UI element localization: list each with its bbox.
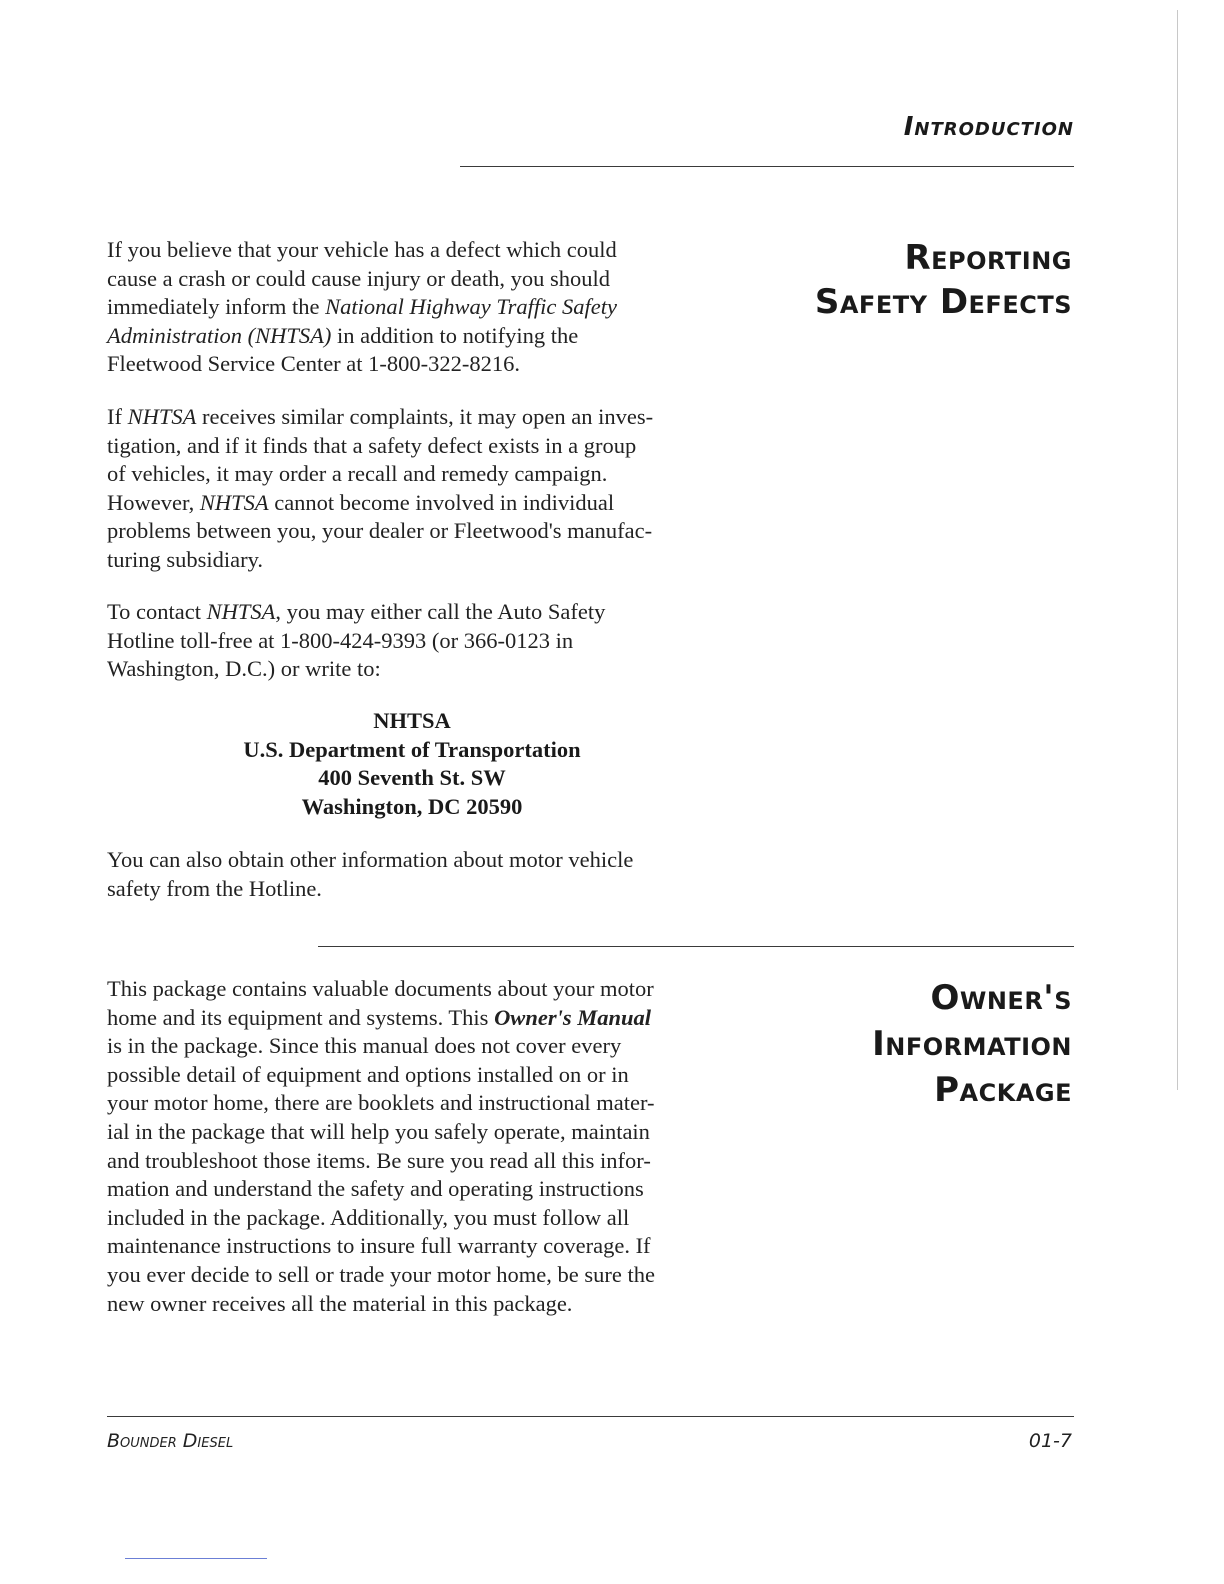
paragraph [107,403,717,575]
scan-edge-line [1177,10,1178,1090]
text-line [107,403,717,432]
scan-artifact-line [125,1558,267,1559]
text-line: problems between you, your dealer or Fleetwood's manufac- [107,518,653,544]
text-line [107,489,717,518]
text-line: tigation, and if it finds that a safety defect exists in a group [107,432,637,458]
text-line: cause a crash or could cause injury or death, you should [107,265,610,291]
address-line: NHTSA [373,708,451,733]
paragraph [107,236,717,379]
text-run: in addition to notifying the [331,322,579,348]
text-line: and troubleshoot those items. Be sure you read all this infor- [107,1147,651,1173]
text-line [107,293,717,322]
page-number: 01-7 [1028,1430,1072,1452]
section-heading-owners-package [872,975,1072,1113]
agency-abbr: NHTSA [127,404,197,429]
text-line: mation and understand the safety and operating instructions [107,1176,644,1202]
agency-name: National Highway Traffic Safety [325,294,617,320]
text-run: home and its equipment and systems. This [107,1004,495,1030]
text-run: cannot become involved in individual [268,489,615,515]
agency-abbr: NHTSA [206,599,276,624]
text-run: However, [107,489,200,515]
text-line: new owner receives all the material in this package. [107,1290,573,1316]
paragraph [107,975,717,1318]
agency-name: Administration (NHTSA) [107,322,332,348]
footer-title: Bounder Diesel [107,1430,234,1452]
text-line [107,598,717,627]
running-head: Introduction [903,112,1074,142]
text-line: possible detail of equipment and options installed on or in [107,1061,629,1087]
section-rule [318,946,1074,947]
agency-abbr: NHTSA [199,489,269,515]
address-line: 400 Seventh St. SW [318,765,506,791]
text-run: , you may either call the Auto Safety [275,599,606,624]
section-heading-reporting [815,236,1072,324]
text-line: Washington, D.C.) or write to: [107,656,381,682]
text-line: Fleetwood Service Center at 1-800-322-8216. [107,351,521,377]
mailing-address [107,707,717,821]
heading-line: Package [934,1070,1072,1110]
text-line: This package contains valuable documents about your motor [107,976,654,1001]
heading-line: Information [872,1024,1072,1064]
text-run: To contact [107,599,207,624]
header-rule [460,166,1074,167]
text-line: Hotline toll-free at 1-800-424-9393 (or 366-0123 in [107,627,574,653]
text-line [107,322,717,351]
text-run: If [107,404,128,429]
text-run: receives similar complaints, it may open an inves- [196,404,654,429]
heading-line: Safety Defects [814,282,1072,322]
text-line: your motor home, there are booklets and instructional mater- [107,1090,655,1116]
text-run: immediately inform the [107,294,326,320]
text-line: is in the package. Since this manual does not cover every [107,1033,622,1059]
footer-rule [107,1416,1074,1417]
address-line: U.S. Department of Transportation [243,736,581,762]
text-line: you ever decide to sell or trade your motor home, be sure the [107,1261,655,1287]
text-line: You can also obtain other information about motor vehicle [107,847,634,872]
text-line: included in the package. Additionally, you must follow all [107,1204,630,1230]
heading-line: Owner's [930,978,1072,1018]
text-line: If you believe that your vehicle has a defect which could [107,237,617,262]
text-line: of vehicles, it may order a recall and remedy campaign. [107,461,608,487]
manual-title: Owner's Manual [494,1004,651,1030]
text-line: safety from the Hotline. [107,875,322,901]
paragraph [107,598,717,684]
text-line: turing subsidiary. [107,546,264,572]
heading-line: Reporting [904,238,1072,278]
address-line: Washington, DC 20590 [301,793,523,819]
text-line: maintenance instructions to insure full warranty coverage. If [107,1233,651,1259]
text-line: ial in the package that will help you safely operate, maintain [107,1118,650,1144]
paragraph [107,846,717,903]
text-line [107,1004,717,1033]
